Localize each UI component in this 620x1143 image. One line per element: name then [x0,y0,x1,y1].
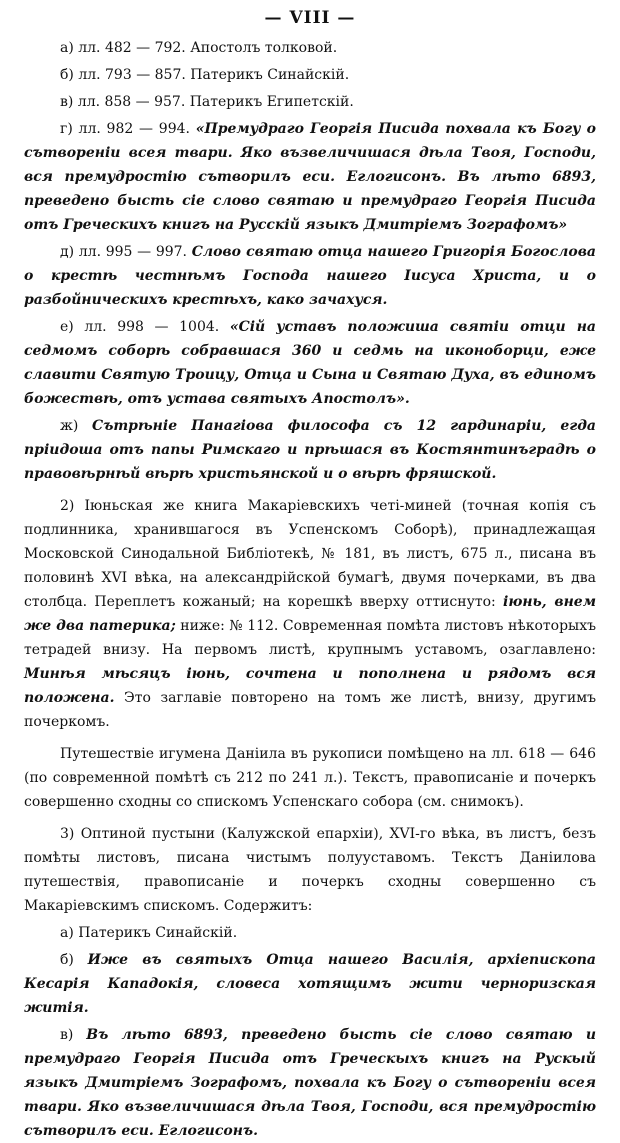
item-g-text: «Премудраго Георгія Писида похвала къ Богу о сътвореніи всея твари. Яко възвеличишася дѣла Твоя, Господи, вся премудростію сътворилъ еси. Еглогисонъ. Въ лѣто 6893, преведено бысть сіе слово святаю и премудраго Георгія Писида отъ Греческихъ книгъ на Русскій языкъ Дмитріемъ Зографомъ» [24,121,596,233]
list-item-g [24,117,596,237]
list2-item-a: а) Патерикъ Синайскій. [60,925,238,941]
list-item-a: а) лл. 482 — 792. Апостолъ толковой. [60,40,338,56]
page-number-header: — VIII — [264,8,356,28]
item-e-prefix: е) лл. 998 — 1004. [60,319,230,335]
list-item-d [24,240,596,312]
item-zh-text: Сътрѣніе Панагіова философа съ 12 гардинаріи, егда пріидоша отъ папы Римскаго и прѣшася въ Костянтинъградѣ о правовѣрнѣй вѣрѣ христьянской и о вѣрѣ фряшской. [24,418,596,482]
paragraph-journey: Путешествіе игумена Даніила въ рукописи помѣщено на лл. 618 — 646 (по современной помѣтѣ съ 212 по 241 л.). Текстъ, правописаніе и почеркъ совершенно сходны со спискомъ Успенскаго собора (см. снимокъ). [24,746,596,810]
list2-item-b: б) Иже въ святыхъ Отца нашего Василія, архіепископа Кесарія Кападокія, словеса хотящимъ жити черноризская житія. [24,952,596,1016]
list-item-zh [24,414,596,486]
list-item-c: в) лл. 858 — 957. Патерикъ Египетскій. [60,94,354,110]
list2-item-c: в) Въ лѣто 6893, преведено бысть сіе слово святаю и премудраго Георгія Писида отъ Греческыхъ книгъ на Рускый языкъ Дмитріемъ Зографомъ, похвала къ Богу о сътвореніи всея твари. Яко възвеличишася дѣла Твоя, Господи, вся премудростію сътворилъ еси. Еглогисонъ. [24,1027,597,1139]
list-item-b: б) лл. 793 — 857. Патерикъ Синайскій. [60,67,350,83]
list-item-e [24,315,596,411]
item-g-prefix: г) лл. 982 — 994. [60,121,196,137]
item-zh-prefix: ж) [60,418,93,434]
item-d-text: Слово святаю отца нашего Григорія Богослова о крестѣ честнѣмъ Господа нашего Іисуса Христа, и о разбойническихъ крестѣхъ, како зачахуся. [24,244,596,308]
item-e-text: «Сій уставъ положиша святіи отци на седмомъ соборѣ собравшася 360 и седмь на иконоборци, еже славити Святую Троицу, Отца и Сына и Святаю Духа, въ единомъ божествѣ, отъ устава святыхъ Апостолъ». [24,319,596,407]
paragraph-moscow-copy: 2) Іюньская же книга Макаріевскихъ четі-миней (точная копія съ подлинника, хранившагося въ Успенскомъ Соборѣ), принадлежащая Московской Синодальной Библіотекѣ, № 181, въ листъ, 675 л., писана въ половинѣ XVI вѣка, на александрійской бумагѣ, двумя почерками, въ два столбца. Переплетъ кожаный; на корешкѣ вверху оттиснуто: іюнь, внем же два патерика; ниже: № 112. Современная помѣта листовъ нѣкоторыхъ тетрадей внизу. На первомъ листѣ, крупнымъ уставомъ, озаглавлено: Минѣя мѣсяцъ іюнь, сочтена и пополнена и рядомъ вся положена. Это заглавіе повторено на томъ же листѣ, внизу, другимъ почеркомъ. [24,498,597,730]
item-d-prefix: д) лл. 995 — 997. [60,244,192,260]
paragraph-optina: 3) Оптиной пустыни (Калужской епархіи), XVI-го вѣка, въ листъ, безъ помѣты листовъ, писана чистымъ полууставомъ. Текстъ Даніилова путешествія, правописаніе и почеркъ сходны совершенно съ Макаріевскимъ спискомъ. Содержитъ: [24,826,596,914]
